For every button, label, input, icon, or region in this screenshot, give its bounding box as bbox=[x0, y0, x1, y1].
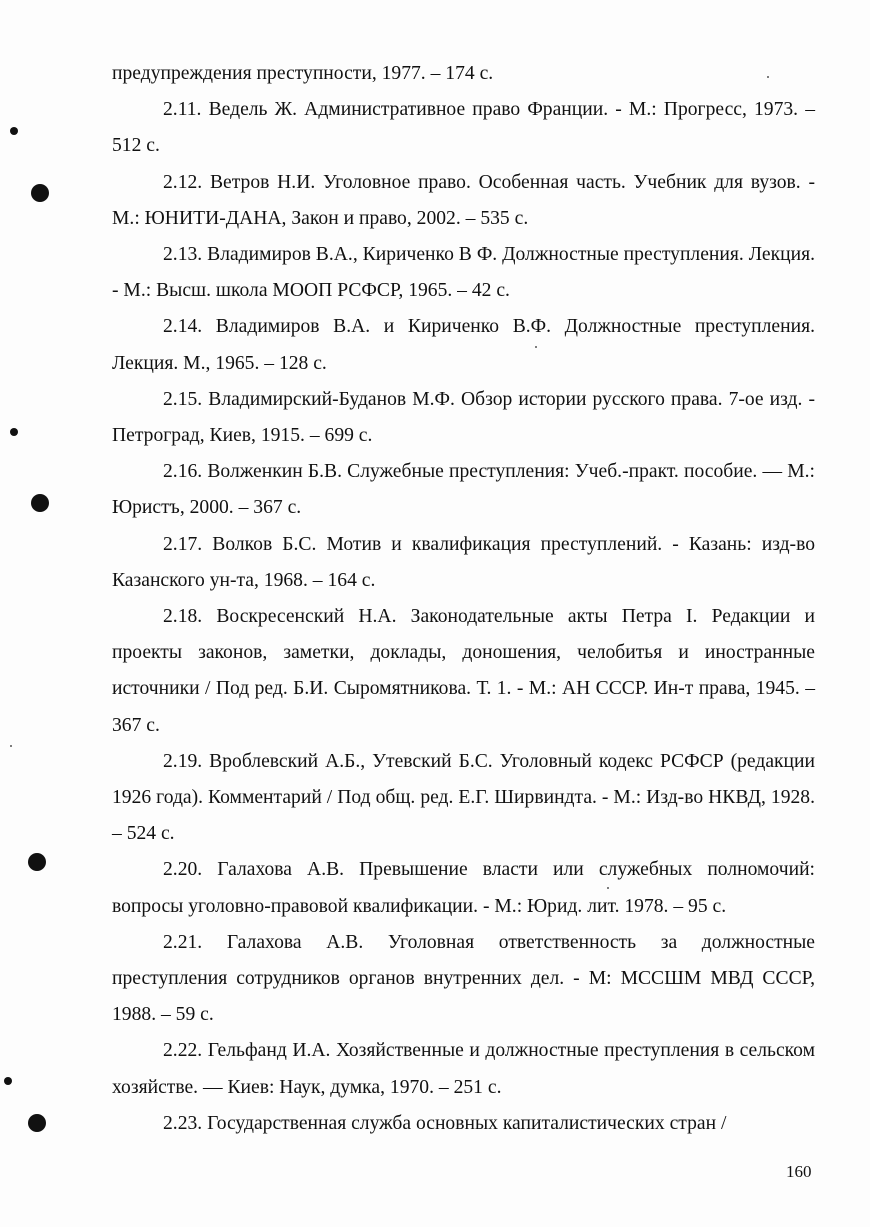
bibliography-list bbox=[112, 56, 815, 1142]
scan-speck bbox=[10, 745, 12, 747]
bibliography-entry: 2.21. Галахова А.В. Уголовная ответственность за должностные преступления сотрудников органов внутренних дел. - М: МССШМ МВД СССР, 1988. – 59 с. bbox=[112, 931, 815, 1026]
bibliography-entry: 2.14. Владимиров В.А. и Кириченко В.Ф. Должностные преступления. Лекция. М., 1965. – 128 с. bbox=[112, 316, 815, 374]
bibliography-entry: 2.16. Волженкин Б.В. Служебные преступления: Учеб.-практ. пособие. — М.: Юристъ, 2000. – 367 с. bbox=[112, 461, 815, 519]
punch-hole bbox=[10, 127, 18, 135]
bibliography-entry: 2.22. Гельфанд И.А. Хозяйственные и должностные преступления в сельском хозяйстве. — Киев: Наук, думка, 1970. – 251 с. bbox=[112, 1040, 815, 1098]
page-number: 160 bbox=[786, 1162, 812, 1181]
punch-hole bbox=[10, 428, 18, 436]
bibliography-entry: 2.20. Галахова А.В. Превышение власти или служебных полномочий: вопросы уголовно-правовой квалификации. - М.: Юрид. лит. 1978. – 95 с. bbox=[112, 859, 815, 917]
punch-hole bbox=[28, 1114, 46, 1132]
bibliography-entry: 2.12. Ветров Н.И. Уголовное право. Особенная часть. Учебник для вузов. - М.: ЮНИТИ-ДАНА, Закон и право, 2002. – 535 с. bbox=[112, 171, 815, 229]
bibliography-entry: 2.23. Государственная служба основных капиталистических стран / bbox=[163, 1112, 727, 1134]
bibliography-entry: 2.19. Вроблевский А.Б., Утевский Б.С. Уголовный кодекс РСФСР (редакции 1926 года). Комментарий / Под общ. ред. Е.Г. Ширвиндта. - М.: Изд-во НКВД, 1928. – 524 с. bbox=[112, 750, 815, 845]
bibliography-entry: 2.17. Волков Б.С. Мотив и квалификация преступлений. - Казань: изд-во Казанского ун-та, 1968. – 164 с. bbox=[112, 533, 815, 591]
bibliography-entry: 2.18. Воскресенский Н.А. Законодательные акты Петра I. Редакции и проекты законов, заметки, доклады, доношения, челобитья и иностранные источники / Под ред. Б.И. Сыромятникова. Т. 1. - М.: АН СССР. Ин-т права, 1945. – 367 с. bbox=[112, 606, 815, 736]
bibliography-entry: 2.15. Владимирский-Буданов М.Ф. Обзор истории русского права. 7-ое изд. - Петроград, Киев, 1915. – 699 с. bbox=[112, 388, 815, 447]
bibliography-entry: 2.11. Ведель Ж. Административное право Франции. - М.: Прогресс, 1973. – 512 с. bbox=[112, 99, 815, 157]
bibliography-entry-continuation: предупреждения преступности, 1977. – 174 с. bbox=[112, 63, 494, 84]
bibliography-entry: 2.13. Владимиров В.А., Кириченко В Ф. Должностные преступления. Лекция. - М.: Высш. школа МООП РСФСР, 1965. – 42 с. bbox=[112, 244, 815, 302]
punch-hole bbox=[31, 494, 49, 512]
punch-hole bbox=[4, 1077, 12, 1085]
punch-hole bbox=[31, 184, 49, 202]
punch-hole bbox=[28, 853, 46, 871]
